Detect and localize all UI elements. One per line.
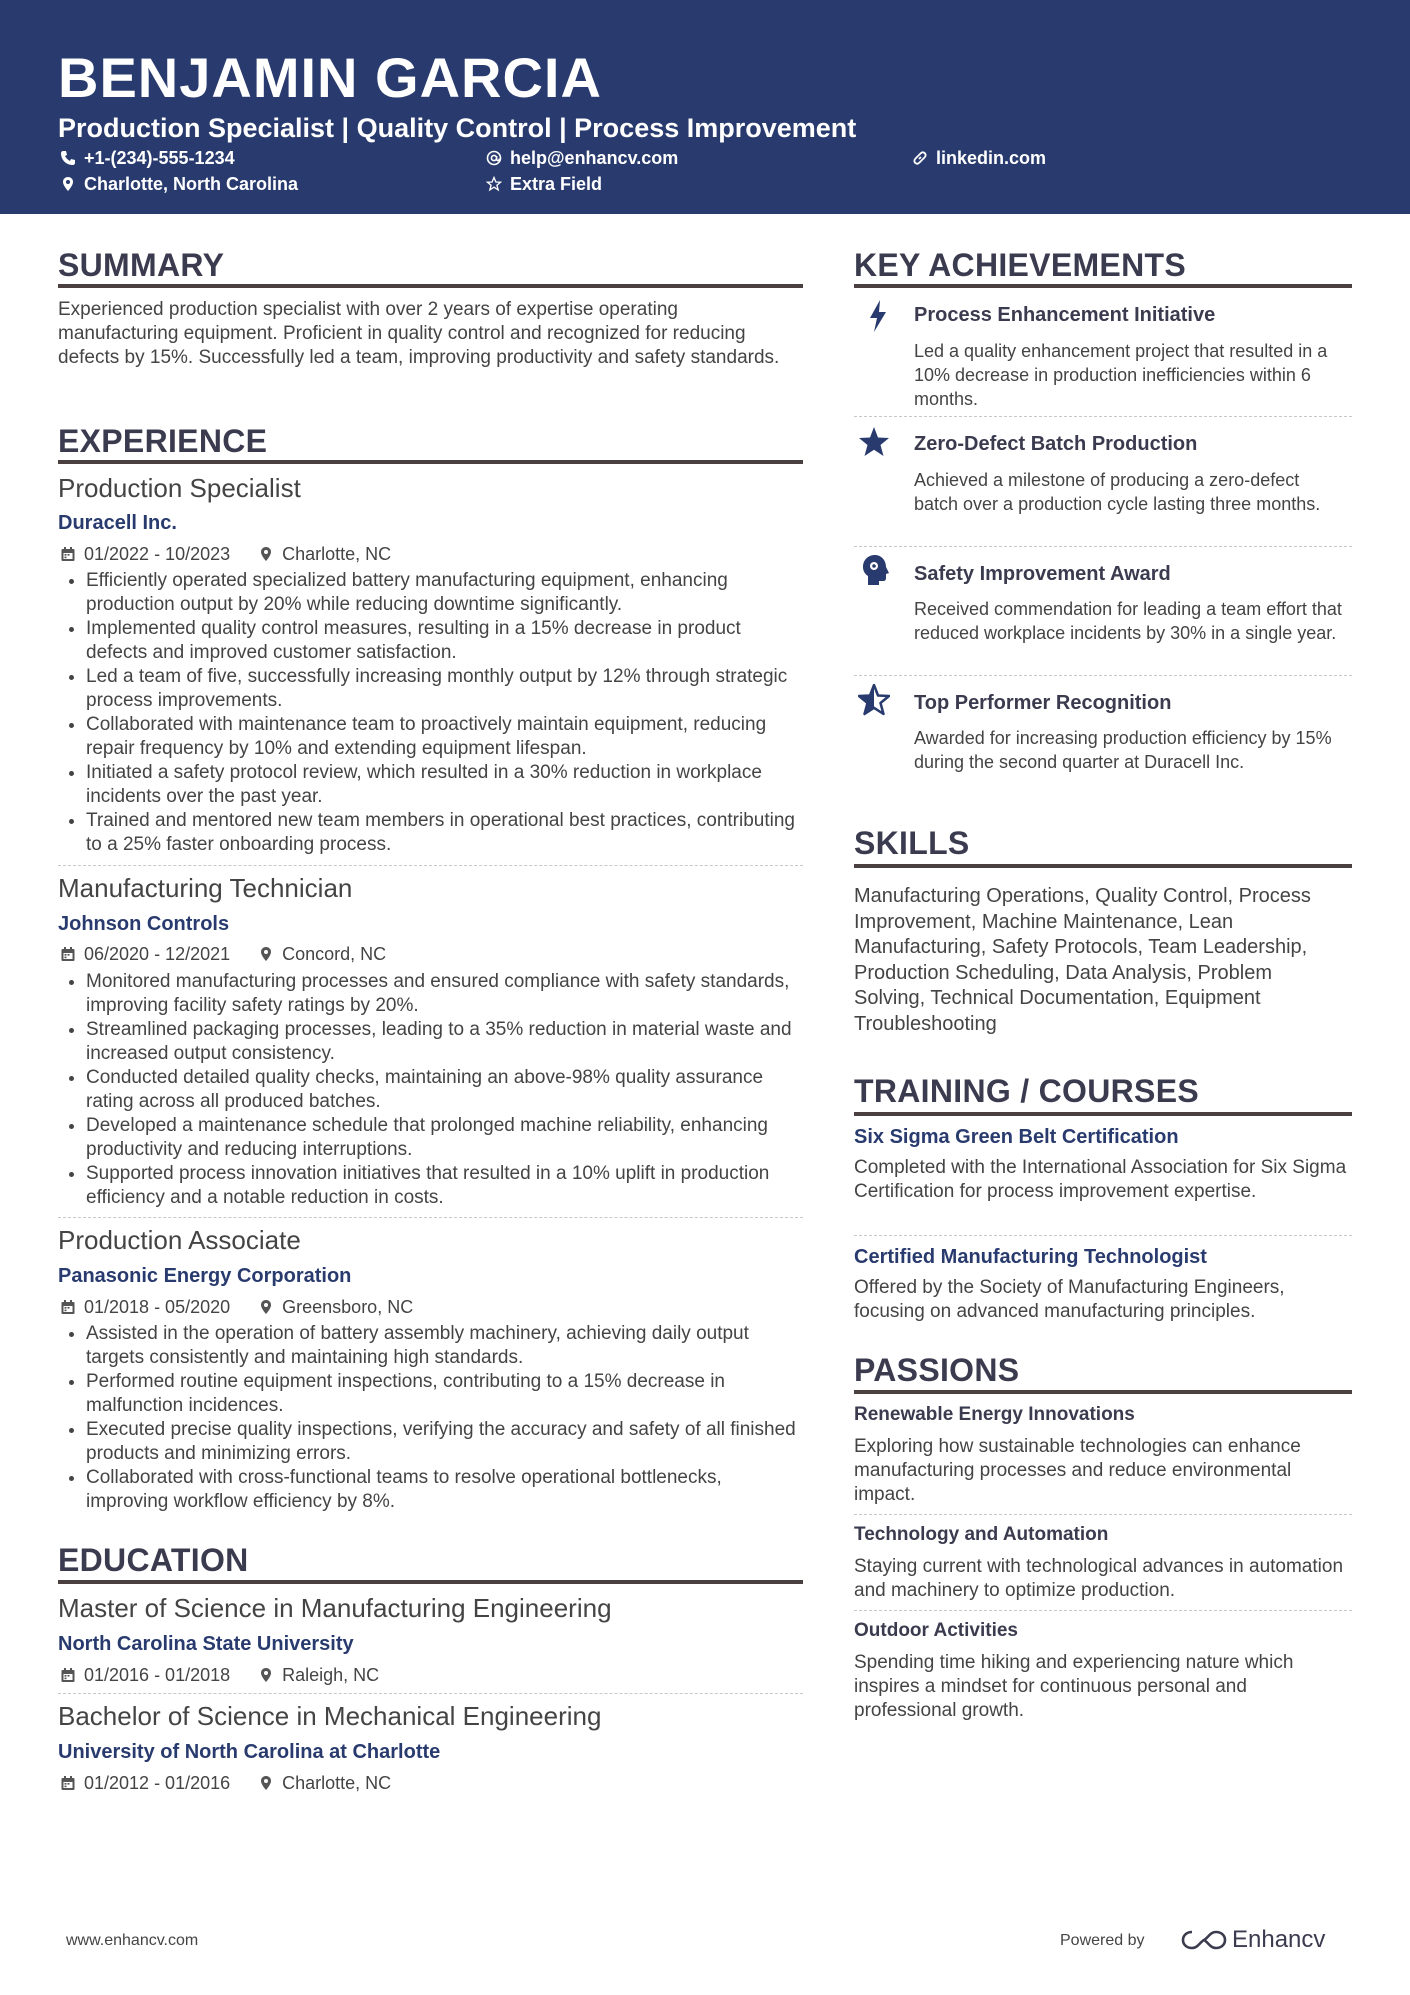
- map-pin-icon: [60, 176, 76, 192]
- footer-powered-by: Powered by: [1060, 1932, 1145, 1949]
- contact-phone[interactable]: [60, 147, 235, 169]
- achievement-text: Led a quality enhancement project that resulted in a 10% decrease in production inefficiencies within 6 months.: [914, 341, 1328, 409]
- job-title: Production Specialist: [58, 473, 301, 503]
- degree-title: Bachelor of Science in Mechanical Engineering: [58, 1701, 602, 1731]
- map-pin-icon: [258, 1667, 274, 1683]
- degree-title: Master of Science in Manufacturing Engineering: [58, 1593, 612, 1623]
- list-item: • Efficiently operated specialized battery manufacturing equipment, enhancing production output by 20% while reducing downtime significantly.: [86, 569, 803, 617]
- linkedin-text: linkedin.com: [936, 148, 1047, 168]
- passion-text: Staying current with technological advances in automation and machinery to optimize production.: [854, 1556, 1344, 1601]
- training-rule: [854, 1112, 1352, 1116]
- extra-text: Extra Field: [510, 174, 603, 194]
- star-half-icon: [858, 682, 890, 718]
- achievements-heading: KEY ACHIEVEMENTS: [854, 247, 1186, 283]
- link-icon: [912, 150, 928, 166]
- location-text: Charlotte, North Carolina: [84, 174, 299, 194]
- passion-title: Renewable Energy Innovations: [854, 1404, 1135, 1425]
- calendar-icon: [60, 546, 76, 562]
- course-title: Certified Manufacturing Technologist: [854, 1246, 1207, 1268]
- star-icon: [858, 424, 890, 460]
- job-company: Johnson Controls: [58, 913, 230, 935]
- phone-icon: [60, 150, 76, 166]
- job-company: Panasonic Energy Corporation: [58, 1265, 352, 1287]
- contact-location: [60, 173, 298, 195]
- achievements-rule: [854, 284, 1352, 288]
- summary-text: Experienced production specialist with over 2 years of expertise operating manufacturing equipment. Proficient in quality control and recognized for reducing defects by 15%. Successfully led a team, improving productivity and safety standards.: [58, 299, 780, 368]
- passions-heading: PASSIONS: [854, 1352, 1020, 1388]
- job-meta: [60, 1296, 413, 1318]
- experience-rule: [58, 460, 803, 464]
- job-bullets: [58, 1322, 803, 1514]
- map-pin-icon: [258, 546, 274, 562]
- star-outline-icon: [486, 176, 502, 192]
- footer-website[interactable]: www.enhancv.com: [66, 1932, 199, 1949]
- list-item: • Assisted in the operation of battery assembly machinery, achieving daily output targets consistently and maintaining high standards.: [86, 1322, 803, 1370]
- contact-email[interactable]: [486, 147, 678, 169]
- job-location: Greensboro, NC: [282, 1297, 414, 1317]
- map-pin-icon: [258, 1775, 274, 1791]
- contact-extra: [486, 173, 602, 195]
- skills-rule: [854, 864, 1352, 868]
- achievement-text: Achieved a milestone of producing a zero-defect batch over a production cycle lasting three months.: [914, 470, 1321, 514]
- achievement-title: Top Performer Recognition: [914, 692, 1172, 714]
- list-item: • Monitored manufacturing processes and ensured compliance with safety standards, improving facility safety ratings by 20%.: [86, 970, 803, 1018]
- divider: [854, 1235, 1352, 1236]
- divider: [854, 675, 1352, 676]
- education-meta: [60, 1664, 379, 1686]
- list-item: • Streamlined packaging processes, leading to a 35% reduction in material waste and increased output consistency.: [86, 1018, 803, 1066]
- course-text: Offered by the Society of Manufacturing Engineers, focusing on advanced manufacturing principles.: [854, 1277, 1285, 1322]
- education-rule: [58, 1580, 803, 1584]
- map-pin-icon: [258, 1299, 274, 1315]
- job-meta: [60, 543, 391, 565]
- divider: [58, 1217, 803, 1218]
- training-heading: TRAINING / COURSES: [854, 1073, 1199, 1109]
- school-name: University of North Carolina at Charlotte: [58, 1741, 441, 1763]
- achievement-text: Received commendation for leading a team effort that reduced workplace incidents by 30% in a single year.: [914, 599, 1342, 643]
- divider: [854, 1514, 1352, 1515]
- education-dates: 01/2016 - 01/2018: [84, 1665, 231, 1685]
- education-location: Charlotte, NC: [282, 1773, 392, 1793]
- calendar-icon: [60, 1667, 76, 1683]
- bolt-icon: [862, 298, 894, 334]
- job-bullets: [58, 569, 803, 857]
- skills-heading: SKILLS: [854, 825, 970, 861]
- achievement-title: Safety Improvement Award: [914, 563, 1171, 585]
- job-dates: 01/2018 - 05/2020: [84, 1297, 231, 1317]
- list-item: • Initiated a safety protocol review, which resulted in a 30% reduction in workplace incidents over the past year.: [86, 761, 803, 809]
- list-item: • Supported process innovation initiatives that resulted in a 10% uplift in production efficiency and a notable reduction in costs.: [86, 1162, 803, 1210]
- head-icon: [860, 552, 892, 588]
- passions-rule: [854, 1390, 1352, 1394]
- divider: [58, 1693, 803, 1694]
- map-pin-icon: [258, 946, 274, 962]
- achievement-text: Awarded for increasing production efficiency by 15% during the second quarter at Duracell Inc.: [914, 728, 1332, 772]
- job-location: Charlotte, NC: [282, 544, 392, 564]
- candidate-name: BENJAMIN GARCIA: [58, 46, 602, 109]
- divider: [854, 416, 1352, 417]
- enhancv-logo-text: Enhancv: [1232, 1926, 1326, 1953]
- skills-text: Manufacturing Operations, Quality Control, Process Improvement, Machine Maintenance, Lean Manufacturing, Safety Protocols, Team Leadership, Production Scheduling, Data Analysis, Problem Solving, Technical Documentation, Equipment Troubleshooting: [854, 885, 1311, 1035]
- job-meta: [60, 943, 386, 965]
- course-title: Six Sigma Green Belt Certification: [854, 1126, 1179, 1148]
- calendar-icon: [60, 1775, 76, 1791]
- calendar-icon: [60, 1299, 76, 1315]
- resume-header: [0, 0, 1410, 214]
- job-company: Duracell Inc.: [58, 512, 177, 534]
- education-dates: 01/2012 - 01/2016: [84, 1773, 231, 1793]
- list-item: • Collaborated with maintenance team to proactively maintain equipment, reducing repair frequency by 10% and extending equipment lifespan.: [86, 713, 803, 761]
- list-item: • Performed routine equipment inspections, contributing to a 15% decrease in malfunction incidences.: [86, 1370, 803, 1418]
- school-name: North Carolina State University: [58, 1633, 354, 1655]
- divider: [854, 546, 1352, 547]
- list-item: • Developed a maintenance schedule that prolonged machine reliability, enhancing productivity and reducing interruptions.: [86, 1114, 803, 1162]
- list-item: • Implemented quality control measures, resulting in a 15% decrease in product defects and improved customer satisfaction.: [86, 617, 803, 665]
- at-icon: [486, 150, 502, 166]
- email-text: help@enhancv.com: [510, 148, 679, 168]
- enhancv-logo[interactable]: [1180, 1926, 1325, 1954]
- divider: [854, 1610, 1352, 1611]
- list-item: • Executed precise quality inspections, verifying the accuracy and safety of all finished products and minimizing errors.: [86, 1418, 803, 1466]
- job-location: Concord, NC: [282, 944, 387, 964]
- passion-text: Exploring how sustainable technologies can enhance manufacturing processes and reduce environmental impact.: [854, 1436, 1301, 1505]
- passion-title: Outdoor Activities: [854, 1620, 1018, 1641]
- education-meta: [60, 1772, 391, 1794]
- passion-text: Spending time hiking and experiencing nature which inspires a mindset for continuous personal and professional growth.: [854, 1652, 1294, 1721]
- phone-text: +1-(234)-555-1234: [84, 148, 235, 168]
- education-location: Raleigh, NC: [282, 1665, 380, 1685]
- list-item: • Led a team of five, successfully increasing monthly output by 12% through strategic process improvements.: [86, 665, 803, 713]
- job-title: Manufacturing Technician: [58, 873, 353, 903]
- enhancv-logo-icon: [1180, 1927, 1228, 1953]
- list-item: • Collaborated with cross-functional teams to resolve operational bottlenecks, improving workflow efficiency by 8%.: [86, 1466, 803, 1514]
- job-bullets: [58, 970, 803, 1210]
- summary-heading: SUMMARY: [58, 247, 225, 283]
- calendar-icon: [60, 946, 76, 962]
- job-title: Production Associate: [58, 1225, 301, 1255]
- list-item: • Trained and mentored new team members in operational best practices, contributing to a 25% faster onboarding process.: [86, 809, 803, 857]
- education-heading: EDUCATION: [58, 1542, 249, 1578]
- passion-title: Technology and Automation: [854, 1524, 1109, 1545]
- contact-linkedin[interactable]: [912, 147, 1046, 169]
- divider: [58, 865, 803, 866]
- course-text: Completed with the International Association for Six Sigma Certification for process improvement expertise.: [854, 1157, 1347, 1202]
- achievement-title: Zero-Defect Batch Production: [914, 433, 1198, 455]
- achievement-title: Process Enhancement Initiative: [914, 304, 1216, 326]
- candidate-title: Production Specialist | Quality Control | Process Improvement: [58, 113, 857, 143]
- job-dates: 06/2020 - 12/2021: [84, 944, 231, 964]
- list-item: • Conducted detailed quality checks, maintaining an above-98% quality assurance rating across all produced batches.: [86, 1066, 803, 1114]
- job-dates: 01/2022 - 10/2023: [84, 544, 231, 564]
- summary-rule: [58, 284, 803, 288]
- experience-heading: EXPERIENCE: [58, 423, 268, 459]
